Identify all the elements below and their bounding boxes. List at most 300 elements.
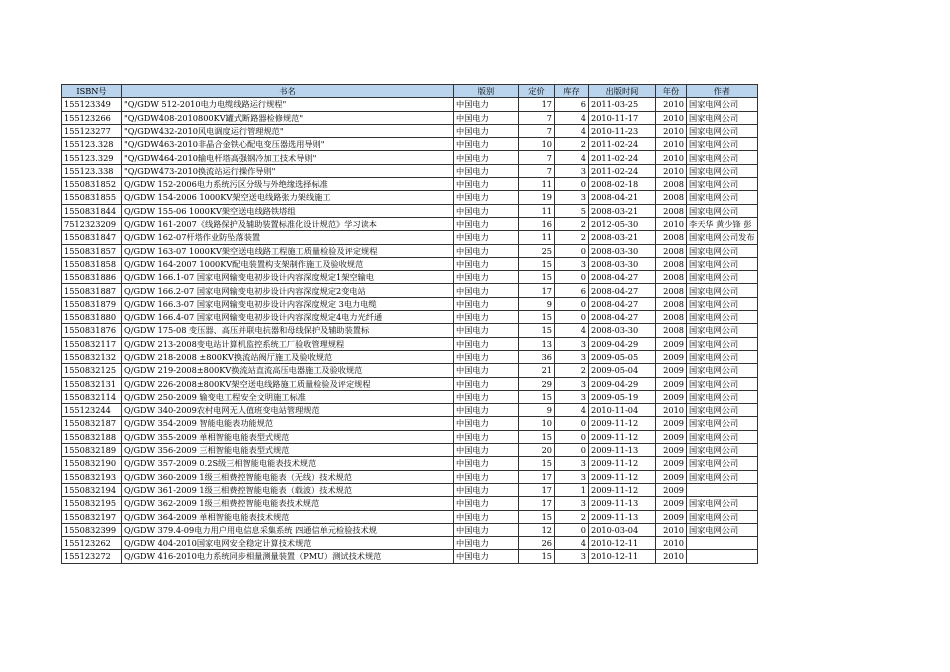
- publisher-cell[interactable]: 中国电力: [454, 483, 519, 496]
- price-cell[interactable]: 15: [519, 430, 555, 443]
- stock-cell[interactable]: 6: [555, 98, 589, 111]
- publisher-cell[interactable]: 中国电力: [454, 430, 519, 443]
- year-cell[interactable]: 2009: [656, 390, 687, 403]
- stock-cell[interactable]: 5: [555, 204, 589, 217]
- isbn-cell[interactable]: 1550832188: [62, 430, 122, 443]
- publisher-cell[interactable]: 中国电力: [454, 497, 519, 510]
- stock-cell[interactable]: 3: [555, 550, 589, 563]
- price-cell[interactable]: 17: [519, 98, 555, 111]
- stock-cell[interactable]: 6: [555, 284, 589, 297]
- title-cell[interactable]: Q/GDW 404-2010国家电网安全稳定计算技术规范: [122, 537, 454, 550]
- title-cell[interactable]: Q/GDW 355-2009 单相智能电能表型式规范: [122, 430, 454, 443]
- publisher-cell[interactable]: 中国电力: [454, 244, 519, 257]
- price-cell[interactable]: 15: [519, 311, 555, 324]
- publisher-cell[interactable]: 中国电力: [454, 217, 519, 230]
- author-cell[interactable]: 国家电网公司: [687, 390, 758, 403]
- isbn-cell[interactable]: 1550832131: [62, 377, 122, 390]
- price-cell[interactable]: 29: [519, 377, 555, 390]
- table-row: [62, 138, 758, 151]
- year-cell[interactable]: 2009: [656, 457, 687, 470]
- year-cell[interactable]: 2008: [656, 231, 687, 244]
- author-cell[interactable]: 国家电网公司: [687, 470, 758, 483]
- title-cell[interactable]: Q/GDW 219-2008±800KV换流站直流高压电器施工及验收规范: [122, 364, 454, 377]
- stock-cell[interactable]: 3: [555, 390, 589, 403]
- stock-cell[interactable]: 2: [555, 231, 589, 244]
- year-cell[interactable]: 2008: [656, 311, 687, 324]
- publish-date-cell[interactable]: 2009-11-12: [589, 483, 656, 496]
- price-cell[interactable]: 9: [519, 297, 555, 310]
- title-cell[interactable]: "Q/GDW 512-2010电力电缆线路运行规程": [122, 98, 454, 111]
- column-header-title[interactable]: 书名: [122, 85, 454, 98]
- isbn-cell[interactable]: 1550832187: [62, 417, 122, 430]
- author-cell[interactable]: 国家电网公司: [687, 111, 758, 124]
- isbn-cell[interactable]: 1550832132: [62, 350, 122, 363]
- column-header-publisher[interactable]: 版别: [454, 85, 519, 98]
- publish-date-cell[interactable]: 2009-11-13: [589, 510, 656, 523]
- year-cell[interactable]: 2009: [656, 483, 687, 496]
- year-cell[interactable]: 2009: [656, 350, 687, 363]
- stock-cell[interactable]: 2: [555, 364, 589, 377]
- stock-cell[interactable]: 3: [555, 470, 589, 483]
- title-cell[interactable]: Q/GDW 416-2010电力系统同步相量测量装置（PMU）测试技术规范: [122, 550, 454, 563]
- title-cell[interactable]: "Q/GDW464-2010输电杆塔高强钢冷加工技术导则": [122, 151, 454, 164]
- price-cell[interactable]: 26: [519, 537, 555, 550]
- stock-cell[interactable]: 4: [555, 111, 589, 124]
- publisher-cell[interactable]: 中国电力: [454, 523, 519, 536]
- price-cell[interactable]: 17: [519, 470, 555, 483]
- year-cell[interactable]: 2008: [656, 297, 687, 310]
- isbn-cell[interactable]: 1550831880: [62, 311, 122, 324]
- isbn-cell[interactable]: 1550831852: [62, 178, 122, 191]
- year-cell[interactable]: 2010: [656, 98, 687, 111]
- price-cell[interactable]: 17: [519, 284, 555, 297]
- isbn-cell[interactable]: 1550831855: [62, 191, 122, 204]
- title-cell[interactable]: Q/GDW 166.1-07 国家电网输变电初步设计内容深度规定1架空输电: [122, 271, 454, 284]
- year-cell[interactable]: 2010: [656, 124, 687, 137]
- year-cell[interactable]: 2008: [656, 178, 687, 191]
- author-cell[interactable]: 国家电网公司: [687, 364, 758, 377]
- stock-cell[interactable]: 2: [555, 217, 589, 230]
- year-cell[interactable]: 2009: [656, 364, 687, 377]
- price-cell[interactable]: 7: [519, 164, 555, 177]
- publish-date-cell[interactable]: 2009-05-04: [589, 364, 656, 377]
- isbn-cell[interactable]: 1550832117: [62, 337, 122, 350]
- isbn-cell[interactable]: 155123.329: [62, 151, 122, 164]
- year-cell[interactable]: 2009: [656, 444, 687, 457]
- year-cell[interactable]: 2010: [656, 404, 687, 417]
- year-cell[interactable]: 2009: [656, 430, 687, 443]
- price-cell[interactable]: 7: [519, 151, 555, 164]
- isbn-cell[interactable]: 1550832125: [62, 364, 122, 377]
- publish-date-cell[interactable]: 2012-05-30: [589, 217, 656, 230]
- stock-cell[interactable]: 2: [555, 138, 589, 151]
- publisher-cell[interactable]: 中国电力: [454, 444, 519, 457]
- title-cell[interactable]: Q/GDW 152-2006电力系统污区分级与外绝缘选择标准: [122, 178, 454, 191]
- stock-cell[interactable]: 0: [555, 297, 589, 310]
- publish-date-cell[interactable]: 2009-04-29: [589, 337, 656, 350]
- author-cell[interactable]: 国家电网公司发布: [687, 231, 758, 244]
- stock-cell[interactable]: 0: [555, 271, 589, 284]
- isbn-cell[interactable]: 1550831857: [62, 244, 122, 257]
- isbn-cell[interactable]: 1550831847: [62, 231, 122, 244]
- isbn-cell[interactable]: 1550831844: [62, 204, 122, 217]
- title-cell[interactable]: Q/GDW 154-2006 1000KV架空送电线路张力架线施工: [122, 191, 454, 204]
- price-cell[interactable]: 10: [519, 138, 555, 151]
- isbn-cell[interactable]: 7512323209: [62, 217, 122, 230]
- column-header-price[interactable]: 定价: [519, 85, 555, 98]
- price-cell[interactable]: 15: [519, 550, 555, 563]
- stock-cell[interactable]: 0: [555, 244, 589, 257]
- stock-cell[interactable]: 3: [555, 497, 589, 510]
- price-cell[interactable]: 19: [519, 191, 555, 204]
- price-cell[interactable]: 7: [519, 124, 555, 137]
- publisher-cell[interactable]: 中国电力: [454, 537, 519, 550]
- year-cell[interactable]: 2009: [656, 510, 687, 523]
- year-cell[interactable]: 2008: [656, 324, 687, 337]
- publish-date-cell[interactable]: 2010-12-11: [589, 550, 656, 563]
- stock-cell[interactable]: 3: [555, 164, 589, 177]
- stock-cell[interactable]: 3: [555, 350, 589, 363]
- price-cell[interactable]: 11: [519, 204, 555, 217]
- author-cell[interactable]: 李天华 黄少锋 彭: [687, 217, 758, 230]
- title-cell[interactable]: Q/GDW 360-2009 1级三相费控智能电能表（无线）技术规范: [122, 470, 454, 483]
- publish-date-cell[interactable]: 2008-04-27: [589, 297, 656, 310]
- price-cell[interactable]: 12: [519, 523, 555, 536]
- publish-date-cell[interactable]: 2008-03-21: [589, 204, 656, 217]
- year-cell[interactable]: 2008: [656, 284, 687, 297]
- price-cell[interactable]: 16: [519, 217, 555, 230]
- title-cell[interactable]: Q/GDW 163-07 1000KV架空送电线路工程施工质量检验及评定规程: [122, 244, 454, 257]
- title-cell[interactable]: Q/GDW 250-2009 输变电工程安全文明施工标准: [122, 390, 454, 403]
- year-cell[interactable]: 2010: [656, 550, 687, 563]
- price-cell[interactable]: 21: [519, 364, 555, 377]
- publisher-cell[interactable]: 中国电力: [454, 404, 519, 417]
- column-header-isbn[interactable]: ISBN号: [62, 85, 122, 98]
- title-cell[interactable]: Q/GDW 226-2008±800KV架空送电线路施工质量检验及评定规程: [122, 377, 454, 390]
- publish-date-cell[interactable]: 2010-11-23: [589, 124, 656, 137]
- price-cell[interactable]: 15: [519, 457, 555, 470]
- publish-date-cell[interactable]: 2009-05-05: [589, 350, 656, 363]
- title-cell[interactable]: Q/GDW 218-2008 ±800KV换流站阀厅施工及验收规范: [122, 350, 454, 363]
- title-cell[interactable]: "Q/GDW432-2010风电调度运行管理规范": [122, 124, 454, 137]
- isbn-cell[interactable]: 1550832195: [62, 497, 122, 510]
- title-cell[interactable]: Q/GDW 340-2009农村电网无人值班变电站管理规范: [122, 404, 454, 417]
- isbn-cell[interactable]: 1550832194: [62, 483, 122, 496]
- publisher-cell[interactable]: 中国电力: [454, 457, 519, 470]
- publish-date-cell[interactable]: 2008-04-27: [589, 271, 656, 284]
- price-cell[interactable]: 25: [519, 244, 555, 257]
- price-cell[interactable]: 11: [519, 231, 555, 244]
- author-cell[interactable]: 国家电网公司: [687, 178, 758, 191]
- author-cell[interactable]: 国家电网公司: [687, 124, 758, 137]
- stock-cell[interactable]: 0: [555, 311, 589, 324]
- publish-date-cell[interactable]: 2008-03-21: [589, 231, 656, 244]
- publish-date-cell[interactable]: 2010-12-11: [589, 537, 656, 550]
- author-cell[interactable]: 国家电网公司: [687, 204, 758, 217]
- isbn-cell[interactable]: 1550832399: [62, 523, 122, 536]
- publisher-cell[interactable]: 中国电力: [454, 297, 519, 310]
- year-cell[interactable]: 2008: [656, 204, 687, 217]
- title-cell[interactable]: Q/GDW 162-07杆塔作业防坠落装置: [122, 231, 454, 244]
- price-cell[interactable]: 15: [519, 257, 555, 270]
- isbn-cell[interactable]: 1550832190: [62, 457, 122, 470]
- year-cell[interactable]: 2008: [656, 271, 687, 284]
- author-cell[interactable]: 国家电网公司: [687, 138, 758, 151]
- year-cell[interactable]: 2009: [656, 497, 687, 510]
- title-cell[interactable]: Q/GDW 361-2009 1级三相费控智能电能表（载波）技术规范: [122, 483, 454, 496]
- isbn-cell[interactable]: 1550832197: [62, 510, 122, 523]
- price-cell[interactable]: 15: [519, 324, 555, 337]
- price-cell[interactable]: 17: [519, 497, 555, 510]
- table-row: [62, 98, 758, 111]
- stock-cell[interactable]: 3: [555, 191, 589, 204]
- publish-date-cell[interactable]: 2009-05-19: [589, 390, 656, 403]
- stock-cell[interactable]: 2: [555, 510, 589, 523]
- column-header-author[interactable]: 作者: [687, 85, 758, 98]
- publisher-cell[interactable]: 中国电力: [454, 98, 519, 111]
- author-cell[interactable]: 国家电网公司: [687, 444, 758, 457]
- author-cell[interactable]: 国家电网公司: [687, 151, 758, 164]
- publish-date-cell[interactable]: 2009-11-12: [589, 457, 656, 470]
- year-cell[interactable]: 2010: [656, 217, 687, 230]
- author-cell[interactable]: 国家电网公司: [687, 523, 758, 536]
- table-row: [62, 350, 758, 363]
- title-cell[interactable]: Q/GDW 166.4-07 国家电网输变电初步设计内容深度规定4电力光纤通: [122, 311, 454, 324]
- publish-date-cell[interactable]: 2008-02-18: [589, 178, 656, 191]
- title-cell[interactable]: Q/GDW 155-06 1000KV架空送电线路铁塔组: [122, 204, 454, 217]
- stock-cell[interactable]: 4: [555, 537, 589, 550]
- author-cell[interactable]: 国家电网公司: [687, 284, 758, 297]
- price-cell[interactable]: 11: [519, 178, 555, 191]
- publisher-cell[interactable]: 中国电力: [454, 164, 519, 177]
- publisher-cell[interactable]: 中国电力: [454, 124, 519, 137]
- author-cell[interactable]: 国家电网公司: [687, 377, 758, 390]
- author-cell[interactable]: 国家电网公司: [687, 404, 758, 417]
- price-cell[interactable]: 15: [519, 390, 555, 403]
- publisher-cell[interactable]: 中国电力: [454, 284, 519, 297]
- stock-cell[interactable]: 0: [555, 430, 589, 443]
- stock-cell[interactable]: 1: [555, 483, 589, 496]
- publish-date-cell[interactable]: 2011-03-25: [589, 98, 656, 111]
- publisher-cell[interactable]: 中国电力: [454, 417, 519, 430]
- stock-cell[interactable]: 0: [555, 523, 589, 536]
- stock-cell[interactable]: 0: [555, 417, 589, 430]
- stock-cell[interactable]: 0: [555, 444, 589, 457]
- author-cell[interactable]: 国家电网公司: [687, 271, 758, 284]
- table-row: [62, 510, 758, 523]
- title-cell[interactable]: Q/GDW 364-2009 单相智能电能表技术规范: [122, 510, 454, 523]
- year-cell[interactable]: 2009: [656, 337, 687, 350]
- author-cell[interactable]: 国家电网公司: [687, 98, 758, 111]
- publish-date-cell[interactable]: 2008-03-30: [589, 257, 656, 270]
- publish-date-cell[interactable]: 2010-11-17: [589, 111, 656, 124]
- year-cell[interactable]: 2010: [656, 111, 687, 124]
- stock-cell[interactable]: 3: [555, 257, 589, 270]
- author-cell[interactable]: 国家电网公司: [687, 430, 758, 443]
- stock-cell[interactable]: 4: [555, 324, 589, 337]
- title-cell[interactable]: Q/GDW 379.4-09电力用户用电信息采集系统 四通信单元检验技术规: [122, 523, 454, 536]
- table-row: [62, 390, 758, 403]
- isbn-cell[interactable]: 1550831887: [62, 284, 122, 297]
- isbn-cell[interactable]: 1550832193: [62, 470, 122, 483]
- isbn-cell[interactable]: 155123244: [62, 404, 122, 417]
- publish-date-cell[interactable]: 2009-04-29: [589, 377, 656, 390]
- author-cell[interactable]: 国家电网公司: [687, 350, 758, 363]
- author-cell[interactable]: 国家电网公司: [687, 297, 758, 310]
- stock-cell[interactable]: 4: [555, 404, 589, 417]
- publish-date-cell[interactable]: 2009-11-13: [589, 497, 656, 510]
- publish-date-cell[interactable]: 2010-11-04: [589, 404, 656, 417]
- year-cell[interactable]: 2009: [656, 470, 687, 483]
- stock-cell[interactable]: 3: [555, 457, 589, 470]
- isbn-cell[interactable]: 155123262: [62, 537, 122, 550]
- author-cell[interactable]: 国家电网公司: [687, 257, 758, 270]
- publisher-cell[interactable]: 中国电力: [454, 550, 519, 563]
- year-cell[interactable]: 2008: [656, 257, 687, 270]
- title-cell[interactable]: Q/GDW 164-2007 1000KV配电装置构支架制作施工及验收规范: [122, 257, 454, 270]
- author-cell[interactable]: 国家电网公司: [687, 324, 758, 337]
- publish-date-cell[interactable]: 2009-11-12: [589, 470, 656, 483]
- author-cell[interactable]: 国家电网公司: [687, 457, 758, 470]
- publisher-cell[interactable]: 中国电力: [454, 231, 519, 244]
- price-cell[interactable]: 7: [519, 111, 555, 124]
- publish-date-cell[interactable]: 2011-02-24: [589, 138, 656, 151]
- stock-cell[interactable]: 4: [555, 124, 589, 137]
- publish-date-cell[interactable]: 2008-04-27: [589, 284, 656, 297]
- publisher-cell[interactable]: 中国电力: [454, 138, 519, 151]
- year-cell[interactable]: 2010: [656, 537, 687, 550]
- author-cell[interactable]: 国家电网公司: [687, 164, 758, 177]
- publisher-cell[interactable]: 中国电力: [454, 470, 519, 483]
- isbn-cell[interactable]: 1550831876: [62, 324, 122, 337]
- stock-cell[interactable]: 3: [555, 337, 589, 350]
- author-cell[interactable]: 国家电网公司: [687, 497, 758, 510]
- title-cell[interactable]: Q/GDW 166.3-07 国家电网输变电初步设计内容深度规定 3电力电缆: [122, 297, 454, 310]
- isbn-cell[interactable]: 155123349: [62, 98, 122, 111]
- author-cell[interactable]: 国家电网公司: [687, 244, 758, 257]
- publish-date-cell[interactable]: 2008-04-21: [589, 191, 656, 204]
- author-cell[interactable]: 国家电网公司: [687, 417, 758, 430]
- year-cell[interactable]: 2008: [656, 244, 687, 257]
- isbn-cell[interactable]: 1550831879: [62, 297, 122, 310]
- publisher-cell[interactable]: 中国电力: [454, 337, 519, 350]
- publish-date-cell[interactable]: 2009-11-13: [589, 444, 656, 457]
- year-cell[interactable]: 2010: [656, 164, 687, 177]
- author-cell[interactable]: [687, 483, 758, 496]
- year-cell[interactable]: 2010: [656, 138, 687, 151]
- publisher-cell[interactable]: 中国电力: [454, 151, 519, 164]
- title-cell[interactable]: Q/GDW 357-2009 0.2S级三相智能电能表技术规范: [122, 457, 454, 470]
- publisher-cell[interactable]: 中国电力: [454, 204, 519, 217]
- year-cell[interactable]: 2008: [656, 191, 687, 204]
- price-cell[interactable]: 10: [519, 417, 555, 430]
- price-cell[interactable]: 15: [519, 271, 555, 284]
- author-cell[interactable]: [687, 537, 758, 550]
- publisher-cell[interactable]: 中国电力: [454, 111, 519, 124]
- price-cell[interactable]: 20: [519, 444, 555, 457]
- price-cell[interactable]: 36: [519, 350, 555, 363]
- title-cell[interactable]: Q/GDW 362-2009 1级三相费控智能电能表技术规范: [122, 497, 454, 510]
- publisher-cell[interactable]: 中国电力: [454, 324, 519, 337]
- isbn-cell[interactable]: 155123277: [62, 124, 122, 137]
- table-row: [62, 151, 758, 164]
- column-header-year[interactable]: 年份: [656, 85, 687, 98]
- table-row: [62, 417, 758, 430]
- publish-date-cell[interactable]: 2011-02-24: [589, 164, 656, 177]
- author-cell[interactable]: 国家电网公司: [687, 191, 758, 204]
- year-cell[interactable]: 2009: [656, 417, 687, 430]
- publish-date-cell[interactable]: 2009-11-12: [589, 430, 656, 443]
- year-cell[interactable]: 2010: [656, 523, 687, 536]
- title-cell[interactable]: "Q/GDW473-2010换流站运行操作导则": [122, 164, 454, 177]
- publish-date-cell[interactable]: 2008-03-30: [589, 244, 656, 257]
- title-cell[interactable]: Q/GDW 356-2009 三相智能电能表型式规范: [122, 444, 454, 457]
- publish-date-cell[interactable]: 2009-11-12: [589, 417, 656, 430]
- title-cell[interactable]: Q/GDW 354-2009 智能电能表功能规范: [122, 417, 454, 430]
- author-cell[interactable]: 国家电网公司: [687, 510, 758, 523]
- publisher-cell[interactable]: 中国电力: [454, 271, 519, 284]
- table-row: [62, 537, 758, 550]
- isbn-cell[interactable]: 1550831858: [62, 257, 122, 270]
- isbn-cell[interactable]: 155123.328: [62, 138, 122, 151]
- author-cell[interactable]: 国家电网公司: [687, 311, 758, 324]
- publisher-cell[interactable]: 中国电力: [454, 510, 519, 523]
- column-header-publish-date[interactable]: 出版时间: [589, 85, 656, 98]
- stock-cell[interactable]: 0: [555, 178, 589, 191]
- table-row: [62, 111, 758, 124]
- stock-cell[interactable]: 4: [555, 151, 589, 164]
- title-cell[interactable]: "Q/GDW408-2010800KV罐式断路器检修规范": [122, 111, 454, 124]
- title-cell[interactable]: Q/GDW 213-2008变电站计算机监控系统工厂验收管理规程: [122, 337, 454, 350]
- column-header-stock[interactable]: 库存: [555, 85, 589, 98]
- publish-date-cell[interactable]: 2010-03-04: [589, 523, 656, 536]
- price-cell[interactable]: 13: [519, 337, 555, 350]
- publish-date-cell[interactable]: 2011-02-24: [589, 151, 656, 164]
- isbn-cell[interactable]: 155123.338: [62, 164, 122, 177]
- table-row: [62, 297, 758, 310]
- publisher-cell[interactable]: 中国电力: [454, 364, 519, 377]
- isbn-cell[interactable]: 1550832189: [62, 444, 122, 457]
- title-cell[interactable]: Q/GDW 166.2-07 国家电网输变电初步设计内容深度规定2变电站: [122, 284, 454, 297]
- title-cell[interactable]: Q/GDW 161-2007《线路保护及辅助装置标准化设计规范》学习读本: [122, 217, 454, 230]
- publish-date-cell[interactable]: 2008-04-27: [589, 311, 656, 324]
- isbn-cell[interactable]: 155123272: [62, 550, 122, 563]
- publisher-cell[interactable]: 中国电力: [454, 191, 519, 204]
- publish-date-cell[interactable]: 2008-03-30: [589, 324, 656, 337]
- stock-cell[interactable]: 3: [555, 377, 589, 390]
- publisher-cell[interactable]: 中国电力: [454, 377, 519, 390]
- publisher-cell[interactable]: 中国电力: [454, 257, 519, 270]
- price-cell[interactable]: 15: [519, 510, 555, 523]
- isbn-cell[interactable]: 155123266: [62, 111, 122, 124]
- year-cell[interactable]: 2010: [656, 151, 687, 164]
- publisher-cell[interactable]: 中国电力: [454, 178, 519, 191]
- price-cell[interactable]: 9: [519, 404, 555, 417]
- author-cell[interactable]: 国家电网公司: [687, 337, 758, 350]
- publisher-cell[interactable]: 中国电力: [454, 350, 519, 363]
- isbn-cell[interactable]: 1550831886: [62, 271, 122, 284]
- isbn-cell[interactable]: 1550832114: [62, 390, 122, 403]
- publisher-cell[interactable]: 中国电力: [454, 390, 519, 403]
- publisher-cell[interactable]: 中国电力: [454, 311, 519, 324]
- price-cell[interactable]: 17: [519, 483, 555, 496]
- author-cell[interactable]: [687, 550, 758, 563]
- year-cell[interactable]: 2009: [656, 377, 687, 390]
- table-row: [62, 337, 758, 350]
- table-row: [62, 523, 758, 536]
- title-cell[interactable]: Q/GDW 175-08 变压器、高压并联电抗器和母线保护及辅助装置标: [122, 324, 454, 337]
- title-cell[interactable]: "Q/GDW463-2010非晶合金铁心配电变压器选用导则": [122, 138, 454, 151]
